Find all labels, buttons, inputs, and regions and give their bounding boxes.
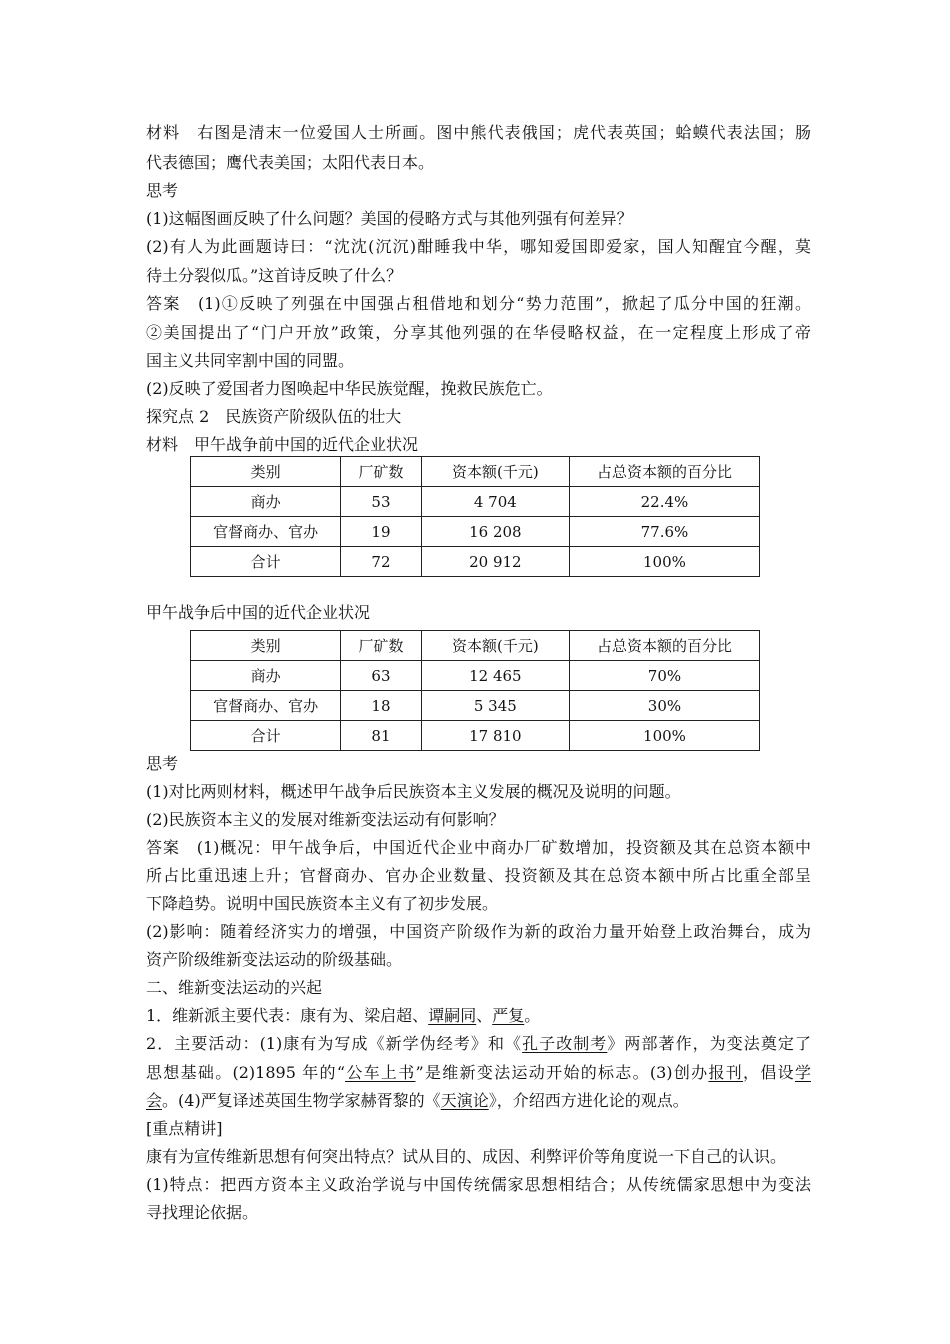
table-cell: 100% xyxy=(569,721,759,751)
table-cell: 30% xyxy=(569,691,759,721)
blank-answer: 学 xyxy=(794,1063,811,1082)
focus-tag: [重点精讲] xyxy=(146,1119,223,1138)
table-row xyxy=(191,547,760,577)
focus-question: 康有为宣传维新思想有何突出特点？试从目的、成因、利弊评价等角度说一下自己的认识。 xyxy=(146,1147,787,1166)
table-cell: 53 xyxy=(341,487,422,517)
answer-2-line-3: 下降趋势。说明中国民族资本主义有了初步发展。 xyxy=(146,894,499,913)
answer-2-line-2: 所占比重迅速上升；官督商办、官办企业数量、投资额及其在总资本额中所占比重全部呈 xyxy=(146,866,811,885)
table-cell: 17 810 xyxy=(421,721,569,751)
table-1-caption: 材料 甲午战争前中国的近代企业状况 xyxy=(146,435,419,454)
table-header-row xyxy=(191,631,760,661)
table-header-cell: 厂矿数 xyxy=(341,631,422,661)
focus-answer-line-2: 寻找理论依据。 xyxy=(146,1203,259,1222)
table-cell: 5 345 xyxy=(421,691,569,721)
text-span: 2．主要活动：(1)康有为写成《新学伪经考》和《 xyxy=(146,1034,523,1053)
text-span: 》两部著作，为变法奠定了 xyxy=(607,1034,811,1053)
think-1-question-2-line-2: 待土分裂似瓜。”这首诗反映了什么？ xyxy=(146,266,403,285)
text-span: 。(4)严复译述英国生物学家赫胥黎的《 xyxy=(162,1091,441,1110)
text-span: 、 xyxy=(476,1006,493,1025)
table-cell: 18 xyxy=(341,691,422,721)
table-header-cell: 资本额(千元) xyxy=(421,631,569,661)
material-1-line-2: 代表德国；鹰代表美国；太阳代表日本。 xyxy=(146,153,435,172)
text-span: ，倡设 xyxy=(743,1063,795,1082)
activities-line-1 xyxy=(146,1034,811,1054)
answer-1-line-3: 国主义共同宰割中国的同盟。 xyxy=(146,351,355,370)
blank-answer: 会 xyxy=(146,1091,163,1110)
table-cell: 81 xyxy=(341,721,422,751)
table-header-cell: 类别 xyxy=(191,457,341,487)
answer-2-line-4: (2)影响：随着经济实力的增强，中国资产阶级作为新的政治力量开始登上政治舞台，成为 xyxy=(146,922,811,941)
activities-line-2 xyxy=(146,1063,811,1083)
table-cell: 20 912 xyxy=(421,547,569,577)
table-row xyxy=(191,517,760,547)
table-row xyxy=(191,691,760,721)
table-cell: 70% xyxy=(569,661,759,691)
activities-line-3 xyxy=(146,1091,811,1111)
think-2-question-1: (1)对比两则材料，概述甲午战争后民族资本主义发展的概况及说明的问题。 xyxy=(146,782,681,801)
text-span: 》，介绍西方进化论的观点。 xyxy=(488,1091,689,1110)
text-span: ”是维新变法运动开始的标志。(3)创办 xyxy=(415,1063,709,1082)
table-cell: 12 465 xyxy=(421,661,569,691)
table-cell: 合计 xyxy=(191,721,341,751)
explore-point-2-title: 探究点 2 民族资产阶级队伍的壮大 xyxy=(146,407,402,426)
text-span: 1．维新派主要代表：康有为、梁启超、 xyxy=(146,1006,429,1025)
table-cell: 19 xyxy=(341,517,422,547)
answer-1-line-4: (2)反映了爱国者力图唤起中华民族觉醒，挽救民族危亡。 xyxy=(146,379,553,398)
table-header-cell: 资本额(千元) xyxy=(421,457,569,487)
blank-answer: 报刊 xyxy=(708,1063,744,1082)
text-span: 。 xyxy=(524,1006,541,1025)
blank-answer: 孔子改制考 xyxy=(522,1034,608,1053)
table-cell: 77.6% xyxy=(569,517,759,547)
blank-answer: 公车上书 xyxy=(345,1063,416,1082)
table-row xyxy=(191,487,760,517)
think-2-heading: 思考 xyxy=(146,754,179,773)
table-header-cell: 占总资本额的百分比 xyxy=(569,457,759,487)
table-cell: 16 208 xyxy=(421,517,569,547)
table-header-cell: 类别 xyxy=(191,631,341,661)
table-cell: 22.4% xyxy=(569,487,759,517)
focus-answer-line-1: (1)特点：把西方资本主义政治学说与中国传统儒家思想相结合；从传统儒家思想中为变法 xyxy=(146,1175,811,1194)
think-2-question-2: (2)民族资本主义的发展对维新变法运动有何影响？ xyxy=(146,810,505,829)
table-header-cell: 占总资本额的百分比 xyxy=(569,631,759,661)
think-1-question-2-line-1: (2)有人为此画题诗曰：“沈沈(沉沉)酣睡我中华，哪知爱国即爱家，国人知醒宜今醒，莫 xyxy=(146,237,811,256)
table-row xyxy=(191,721,760,751)
table-cell: 官督商办、官办 xyxy=(191,517,341,547)
blank-answer: 天演论 xyxy=(440,1091,489,1110)
table-cell: 官督商办、官办 xyxy=(191,691,341,721)
table-cell: 72 xyxy=(341,547,422,577)
blank-answer: 严复 xyxy=(492,1006,525,1025)
text-span: 思想基础。(2)1895 年的“ xyxy=(146,1063,346,1082)
material-1-line-1: 材料 右图是清末一位爱国人士所画。图中熊代表俄国；虎代表英国；蛤蟆代表法国；肠 xyxy=(146,123,811,142)
table-row xyxy=(191,661,760,691)
enterprise-table-before-war xyxy=(190,456,760,577)
answer-1-line-2: ②美国提出了“门户开放”政策，分享其他列强的在华侵略权益，在一定程度上形成了帝 xyxy=(146,323,811,342)
table-header-cell: 厂矿数 xyxy=(341,457,422,487)
table-cell: 63 xyxy=(341,661,422,691)
table-cell: 商办 xyxy=(191,487,341,517)
answer-2-line-1: 答案 (1)概况：甲午战争后，中国近代企业中商办厂矿数增加，投资额及其在总资本额中 xyxy=(146,838,811,857)
table-cell: 100% xyxy=(569,547,759,577)
table-cell: 4 704 xyxy=(421,487,569,517)
representatives-line xyxy=(146,1006,811,1026)
table-cell: 合计 xyxy=(191,547,341,577)
answer-1-line-1: 答案 (1)①反映了列强在中国强占租借地和划分“势力范围”，掀起了瓜分中国的狂潮。 xyxy=(146,294,811,313)
blank-answer: 谭嗣同 xyxy=(428,1006,477,1025)
think-1-heading: 思考 xyxy=(146,181,179,200)
table-2-caption: 甲午战争后中国的近代企业状况 xyxy=(146,603,371,622)
enterprise-table-after-war xyxy=(190,630,760,751)
answer-2-line-5: 资产阶级维新变法运动的阶级基础。 xyxy=(146,950,403,969)
table-cell: 商办 xyxy=(191,661,341,691)
think-1-question-1: (1)这幅图画反映了什么问题？美国的侵略方式与其他列强有何差异？ xyxy=(146,209,633,228)
section-2-title: 二、维新变法运动的兴起 xyxy=(146,978,323,997)
table-header-row xyxy=(191,457,760,487)
